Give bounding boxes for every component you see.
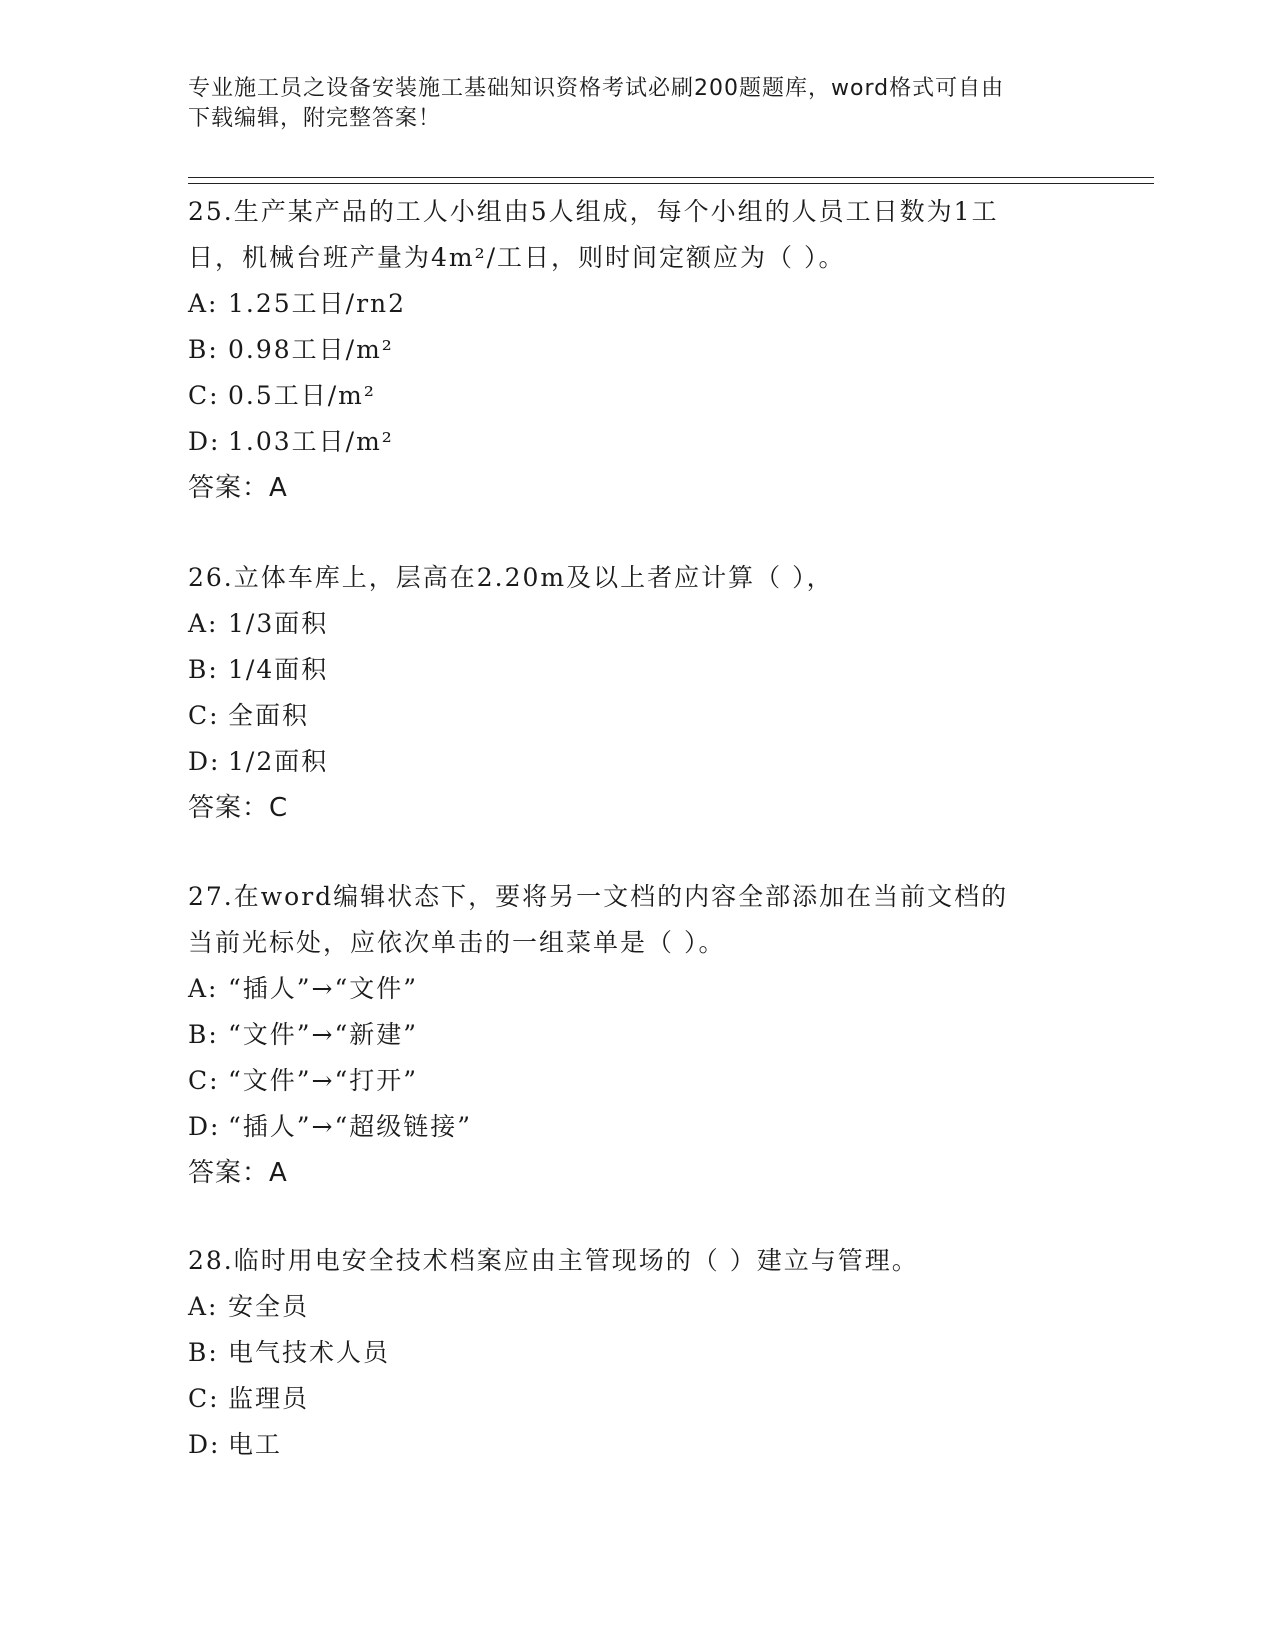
question-text: 28.临时用电安全技术档案应由主管现场的（ ）建立与管理。	[188, 1246, 919, 1275]
option-letter: A:	[188, 609, 219, 638]
answer: 答案：A	[188, 473, 288, 503]
header-divider-bottom	[188, 183, 1154, 184]
option-text: “插人”→“超级链接”	[228, 1112, 473, 1141]
option-text: 监理员	[228, 1384, 310, 1413]
option-text: 1.25工日/rn2	[228, 289, 407, 318]
option-a	[188, 281, 1088, 327]
option-letter: D:	[188, 1112, 221, 1141]
option-letter: D:	[188, 427, 221, 456]
option-letter: A:	[188, 289, 219, 318]
option-a	[188, 1284, 1088, 1330]
option-text: 电气技术人员	[228, 1338, 391, 1367]
question-text: 当前光标处，应依次单击的一组菜单是（ ）。	[188, 928, 726, 957]
option-letter: C:	[188, 1384, 220, 1413]
header-line-1: 专业施工员之设备安装施工基础知识资格考试必刷200题题库，word格式可自由	[188, 76, 1005, 101]
option-c	[188, 1376, 1088, 1422]
option-d	[188, 1104, 1088, 1150]
option-letter: B:	[188, 1338, 219, 1367]
option-text: 全面积	[228, 701, 310, 730]
option-text: 1/2面积	[228, 747, 329, 776]
option-letter: C:	[188, 701, 220, 730]
option-letter: D:	[188, 747, 221, 776]
option-text: “文件”→“打开”	[228, 1066, 419, 1095]
question-text: 27.在word编辑状态下，要将另一文档的内容全部添加在当前文档的	[188, 882, 1009, 911]
option-b	[188, 647, 1088, 693]
option-letter: C:	[188, 381, 220, 410]
option-a	[188, 601, 1088, 647]
option-letter: A:	[188, 1292, 219, 1321]
option-c	[188, 373, 1088, 419]
option-b	[188, 1330, 1088, 1376]
answer: 答案：C	[188, 793, 289, 823]
option-c	[188, 1058, 1088, 1104]
option-letter: A:	[188, 974, 219, 1003]
option-c	[188, 693, 1088, 739]
option-letter: D:	[188, 1430, 221, 1459]
option-text: 1.03工日/m²	[228, 427, 394, 456]
question-25	[188, 189, 1088, 511]
option-letter: C:	[188, 1066, 220, 1095]
option-text: “文件”→“新建”	[228, 1020, 419, 1049]
question-text: 26.立体车库上，层高在2.20m及以上者应计算（ ），	[188, 563, 834, 592]
option-b	[188, 327, 1088, 373]
question-26	[188, 555, 1088, 831]
option-letter: B:	[188, 655, 219, 684]
question-28	[188, 1238, 1088, 1468]
option-d	[188, 739, 1088, 785]
option-text: 1/4面积	[228, 655, 329, 684]
option-text: 安全员	[228, 1292, 310, 1321]
option-a	[188, 966, 1088, 1012]
answer: 答案：A	[188, 1158, 288, 1188]
question-text: 日，机械台班产量为4m²/工日，则时间定额应为（ ）。	[188, 243, 846, 272]
option-d	[188, 1422, 1088, 1468]
header-line-2: 下载编辑，附完整答案！	[188, 106, 442, 131]
option-d	[188, 419, 1088, 465]
header-divider-top	[188, 177, 1154, 178]
option-text: 0.98工日/m²	[228, 335, 394, 364]
option-text: “插人”→“文件”	[228, 974, 419, 1003]
question-text: 25.生产某产品的工人小组由5人组成，每个小组的人员工日数为1工	[188, 197, 999, 226]
document-header	[188, 74, 1068, 134]
option-letter: B:	[188, 1020, 219, 1049]
question-27	[188, 874, 1088, 1196]
option-text: 0.5工日/m²	[228, 381, 376, 410]
option-text: 1/3面积	[228, 609, 329, 638]
option-text: 电工	[228, 1430, 283, 1459]
option-letter: B:	[188, 335, 219, 364]
option-b	[188, 1012, 1088, 1058]
